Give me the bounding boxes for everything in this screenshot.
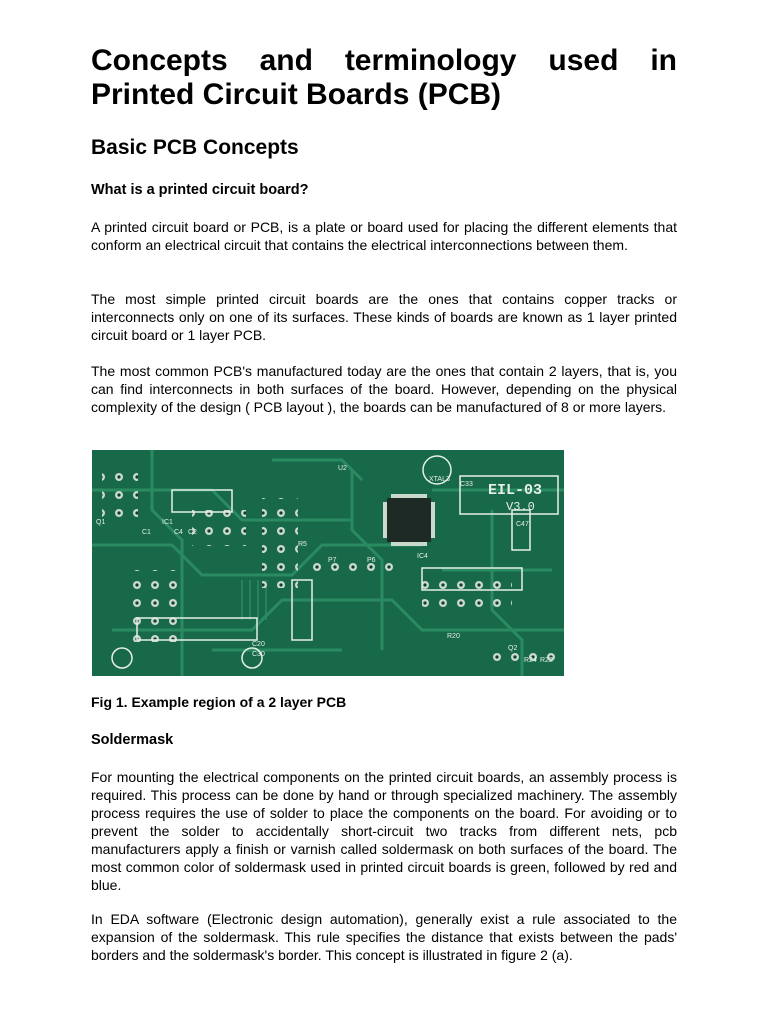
paragraph: A printed circuit board or PCB, is a plate or board used for placing the different elements that conform an electrical circuit that contains the electrical interconnections between them. [91, 219, 677, 253]
silkscreen-label: R22 [540, 657, 553, 664]
silkscreen-label: R20 [447, 633, 460, 640]
pcb-illustration [92, 450, 564, 676]
silkscreen-label: C1 [142, 529, 151, 536]
silkscreen-label: C30 [252, 651, 265, 658]
paragraph: The most common PCB's manufactured today are the ones that contain 2 layers, that is, you can find interconnects in both surfaces of the board. However, depending on the physical complexity of the design ( PCB layout ), the boards can be manufactured of 8 or more layers. [91, 363, 677, 415]
title-word: used [548, 44, 619, 77]
silkscreen-label: R24 [524, 657, 537, 664]
silkscreen-label: IC1 [162, 519, 173, 526]
title-line-2: Printed Circuit Boards (PCB) [91, 78, 502, 111]
silkscreen-label: C4 [174, 529, 183, 536]
title-word: and [259, 44, 313, 77]
silkscreen-label: U2 [338, 465, 347, 472]
title-word: Concepts [91, 44, 228, 77]
title-word: terminology [344, 44, 517, 77]
paragraph: In EDA software (Electronic design automation), generally exist a rule associated to the expansion of the soldermask. This rule specifies the distance that exists between the pads' borders and the soldermask's border. This concept is illustrated in figure 2 (a). [91, 911, 677, 963]
section-heading: Basic PCB Concepts [91, 136, 299, 159]
silkscreen-label: R5 [298, 541, 307, 548]
silkscreen-label: Q2 [508, 645, 518, 652]
document-page [91, 44, 677, 963]
silkscreen-label: C20 [252, 641, 265, 648]
title-line-1 [91, 44, 677, 78]
sub-heading-pcb: What is a printed circuit board? [91, 182, 309, 198]
silkscreen-label: P7 [328, 557, 337, 564]
title-word: in [650, 44, 677, 77]
board-version: V3.0 [506, 500, 535, 514]
figure-caption: Fig 1. Example region of a 2 layer PCB [91, 694, 347, 710]
pcb-photo [92, 450, 564, 676]
silkscreen-label: IC4 [417, 553, 428, 560]
silkscreen-label: C47 [516, 521, 529, 528]
silkscreen-label: C33 [460, 481, 473, 488]
silkscreen-label: Q1 [96, 519, 106, 526]
document-title [91, 44, 677, 112]
paragraph: For mounting the electrical components on the printed circuit boards, an assembly process is required. This process can be done by hand or through specialized machinery. The assembly process requires the use of solder to place the components on the board. For avoiding or to prevent the solder to accidentally short-circuit two tracks from different nets, pcb manufacturers apply a finish or varnish called soldermask on both surfaces of the board. The most common color of soldermask used in printed circuit boards is green, followed by red and blue. [91, 769, 677, 893]
sub-heading-soldermask: Soldermask [91, 732, 174, 748]
board-label: EIL-03 [488, 482, 543, 499]
silkscreen-label: C2 [188, 529, 197, 536]
paragraph: The most simple printed circuit boards are the ones that contains copper tracks or interconnects only on one of its surfaces. These kinds of boards are known as 1 layer printed circuit board or 1 layer PCB. [91, 291, 677, 343]
silkscreen-label: P6 [367, 557, 376, 564]
silkscreen-label: XTAL3 [429, 476, 450, 483]
